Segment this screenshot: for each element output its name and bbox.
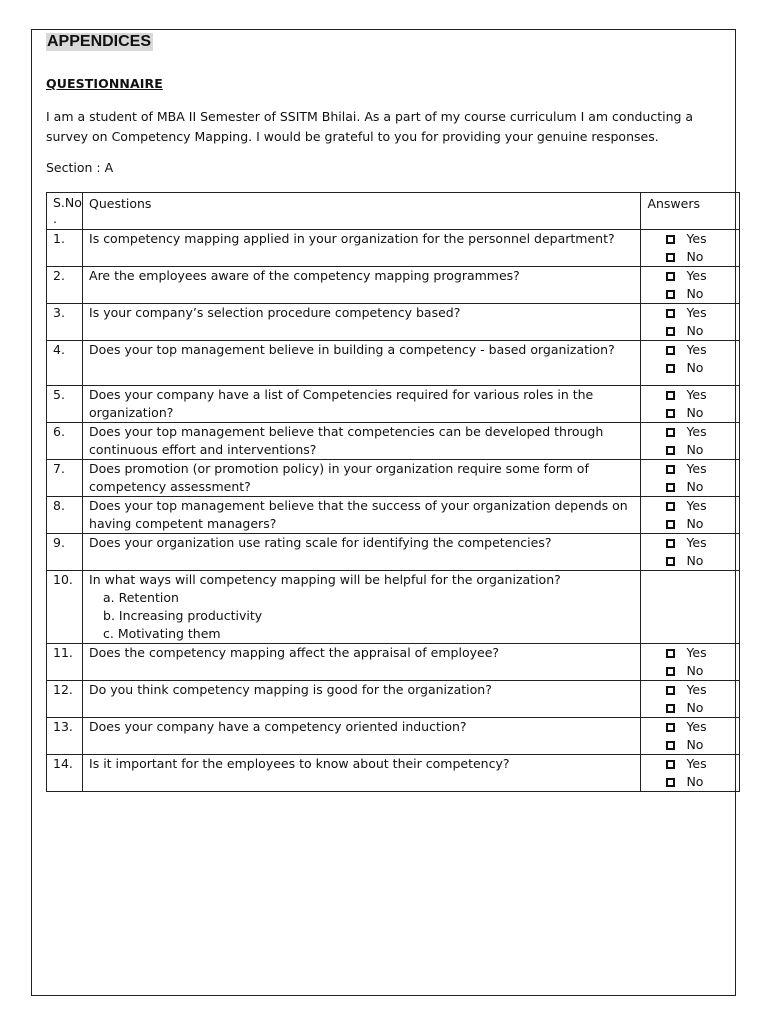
answer-cell <box>641 718 740 755</box>
table-row <box>47 718 740 755</box>
answer-label-yes: Yes <box>686 231 707 246</box>
answer-option-yes[interactable] <box>641 423 739 441</box>
row-number: 7. <box>47 460 83 497</box>
checkbox-yes[interactable] <box>666 428 675 437</box>
answer-label-no: No <box>686 700 704 715</box>
question-text: Does your company have a list of Competencies required for various roles in the organization? <box>89 387 594 420</box>
section-label: Section : A <box>46 160 114 175</box>
answer-cell <box>641 423 740 460</box>
table-row <box>47 534 740 571</box>
answer-option-yes[interactable] <box>641 497 739 515</box>
question-text: Is your company’s selection procedure competency based? <box>89 305 461 320</box>
answer-option-yes[interactable] <box>641 267 739 285</box>
checkbox-yes[interactable] <box>666 309 675 318</box>
answer-label-yes: Yes <box>686 645 707 660</box>
table-header-row <box>47 193 740 230</box>
checkbox-yes[interactable] <box>666 346 675 355</box>
question-text: Is competency mapping applied in your organization for the personnel department? <box>89 231 615 246</box>
answer-cell <box>641 534 740 571</box>
row-number: 11. <box>47 644 83 681</box>
answer-label-no: No <box>686 553 704 568</box>
answer-option-no[interactable] <box>641 248 739 266</box>
question-text: Do you think competency mapping is good for the organization? <box>89 682 492 697</box>
answer-label-yes: Yes <box>686 461 707 476</box>
checkbox-no[interactable] <box>666 704 675 713</box>
answer-label-yes: Yes <box>686 719 707 734</box>
answer-label-no: No <box>686 516 704 531</box>
answer-option-no[interactable] <box>641 699 739 717</box>
answer-option-yes[interactable] <box>641 386 739 404</box>
checkbox-yes[interactable] <box>666 391 675 400</box>
question-cell <box>83 423 641 460</box>
table-row <box>47 644 740 681</box>
question-cell <box>83 460 641 497</box>
row-number: 3. <box>47 304 83 341</box>
answer-label-yes: Yes <box>686 535 707 550</box>
table-row <box>47 681 740 718</box>
row-number: 10. <box>47 571 83 644</box>
answer-label-no: No <box>686 249 704 264</box>
question-cell <box>83 304 641 341</box>
question-option: b. Increasing productivity <box>103 608 263 623</box>
table-row <box>47 304 740 341</box>
question-text: Does your top management believe in building a competency - based organization? <box>89 342 615 357</box>
answer-cell <box>641 230 740 267</box>
question-text: Are the employees aware of the competency mapping programmes? <box>89 268 520 283</box>
answer-label-no: No <box>686 323 704 338</box>
checkbox-no[interactable] <box>666 364 675 373</box>
checkbox-yes[interactable] <box>666 760 675 769</box>
answer-option-no[interactable] <box>641 478 739 496</box>
table-row <box>47 571 740 644</box>
table-row <box>47 423 740 460</box>
checkbox-yes[interactable] <box>666 272 675 281</box>
checkbox-no[interactable] <box>666 409 675 418</box>
question-text: Does the competency mapping affect the appraisal of employee? <box>89 645 500 660</box>
question-cell <box>83 755 641 792</box>
checkbox-yes[interactable] <box>666 686 675 695</box>
answer-option-no[interactable] <box>641 515 739 533</box>
answer-label-no: No <box>686 737 704 752</box>
answer-label-yes: Yes <box>686 305 707 320</box>
row-number: 13. <box>47 718 83 755</box>
answer-cell <box>641 267 740 304</box>
table-row <box>47 460 740 497</box>
answer-label-yes: Yes <box>686 424 707 439</box>
answer-label-no: No <box>686 286 704 301</box>
answer-option-yes[interactable] <box>641 230 739 248</box>
answer-cell <box>641 497 740 534</box>
table-row <box>47 497 740 534</box>
checkbox-no[interactable] <box>666 557 675 566</box>
header-answers: Answers <box>641 193 740 230</box>
intro-paragraph: I am a student of MBA II Semester of SSITM Bhilai. As a part of my course curriculum I am conducting a survey on Competency Mapping. I would be grateful to you for providing your genuine responses. <box>46 109 694 144</box>
checkbox-no[interactable] <box>666 290 675 299</box>
row-number: 14. <box>47 755 83 792</box>
row-number: 6. <box>47 423 83 460</box>
checkbox-yes[interactable] <box>666 235 675 244</box>
answer-cell <box>641 755 740 792</box>
answer-label-no: No <box>686 360 704 375</box>
question-option: a. Retention <box>103 590 179 605</box>
answer-label-yes: Yes <box>686 268 707 283</box>
table-row <box>47 230 740 267</box>
checkbox-no[interactable] <box>666 253 675 262</box>
checkbox-no[interactable] <box>666 327 675 336</box>
checkbox-yes[interactable] <box>666 465 675 474</box>
answer-label-yes: Yes <box>686 682 707 697</box>
checkbox-no[interactable] <box>666 483 675 492</box>
answer-option-no[interactable] <box>641 552 739 570</box>
answer-cell <box>641 571 740 644</box>
question-text: Does your company have a competency oriented induction? <box>89 719 467 734</box>
answer-option-yes[interactable] <box>641 304 739 322</box>
table-row <box>47 341 740 386</box>
answer-option-no[interactable] <box>641 359 739 377</box>
question-cell <box>83 267 641 304</box>
checkbox-no[interactable] <box>666 778 675 787</box>
answer-option-yes[interactable] <box>641 460 739 478</box>
answer-option-yes[interactable] <box>641 534 739 552</box>
question-cell <box>83 341 641 386</box>
answer-label-no: No <box>686 774 704 789</box>
answer-cell <box>641 304 740 341</box>
answer-label-no: No <box>686 442 704 457</box>
checkbox-no[interactable] <box>666 446 675 455</box>
table-row <box>47 386 740 423</box>
answer-label-yes: Yes <box>686 756 707 771</box>
answer-option-yes[interactable] <box>641 341 739 359</box>
question-cell <box>83 386 641 423</box>
question-text: Does your organization use rating scale for identifying the competencies? <box>89 535 552 550</box>
answer-cell <box>641 681 740 718</box>
question-text: Does your top management believe that competencies can be developed through continuous effort and interventions? <box>89 424 604 457</box>
answer-label-yes: Yes <box>686 498 707 513</box>
answer-cell <box>641 386 740 423</box>
question-cell <box>83 230 641 267</box>
answer-label-no: No <box>686 405 704 420</box>
answer-cell <box>641 460 740 497</box>
answer-option-no[interactable] <box>641 404 739 422</box>
checkbox-no[interactable] <box>666 520 675 529</box>
answer-label-yes: Yes <box>686 387 707 402</box>
checkbox-yes[interactable] <box>666 723 675 732</box>
questionnaire-subheading: QUESTIONNAIRE <box>46 76 163 91</box>
answer-option-no[interactable] <box>641 662 739 680</box>
table-row <box>47 267 740 304</box>
question-text: Does your top management believe that the success of your organization depends on having competent managers? <box>89 498 628 531</box>
answer-cell <box>641 644 740 681</box>
question-text: Does promotion (or promotion policy) in your organization require some form of competency assessment? <box>89 461 589 494</box>
question-cell <box>83 718 641 755</box>
answer-option-no[interactable] <box>641 736 739 754</box>
answer-option-yes[interactable] <box>641 681 739 699</box>
question-cell <box>83 534 641 571</box>
answer-label-no: No <box>686 479 704 494</box>
answer-option-no[interactable] <box>641 322 739 340</box>
row-number: 8. <box>47 497 83 534</box>
answer-option-yes[interactable] <box>641 755 739 773</box>
question-cell <box>83 681 641 718</box>
answer-option-no[interactable] <box>641 773 739 791</box>
row-number: 9. <box>47 534 83 571</box>
checkbox-yes[interactable] <box>666 502 675 511</box>
answer-option-yes[interactable] <box>641 644 739 662</box>
checkbox-yes[interactable] <box>666 649 675 658</box>
appendices-heading: APPENDICES <box>47 33 152 50</box>
row-number: 12. <box>47 681 83 718</box>
question-text: Is it important for the employees to know about their competency? <box>89 756 510 771</box>
header-questions: Questions <box>83 193 641 230</box>
row-number: 1. <box>47 230 83 267</box>
questionnaire-table <box>46 192 740 792</box>
header-sno: S.No . <box>47 193 83 230</box>
row-number: 2. <box>47 267 83 304</box>
question-cell <box>83 571 641 644</box>
answer-option-no[interactable] <box>641 441 739 459</box>
answer-cell <box>641 341 740 386</box>
question-text: In what ways will competency mapping will be helpful for the organization? <box>89 572 561 587</box>
table-row <box>47 755 740 792</box>
question-option: c. Motivating them <box>103 626 221 641</box>
row-number: 4. <box>47 341 83 386</box>
answer-label-no: No <box>686 663 704 678</box>
answer-option-yes[interactable] <box>641 718 739 736</box>
checkbox-yes[interactable] <box>666 539 675 548</box>
answer-label-yes: Yes <box>686 342 707 357</box>
question-cell <box>83 644 641 681</box>
answer-option-no[interactable] <box>641 285 739 303</box>
row-number: 5. <box>47 386 83 423</box>
question-cell <box>83 497 641 534</box>
checkbox-no[interactable] <box>666 667 675 676</box>
checkbox-no[interactable] <box>666 741 675 750</box>
